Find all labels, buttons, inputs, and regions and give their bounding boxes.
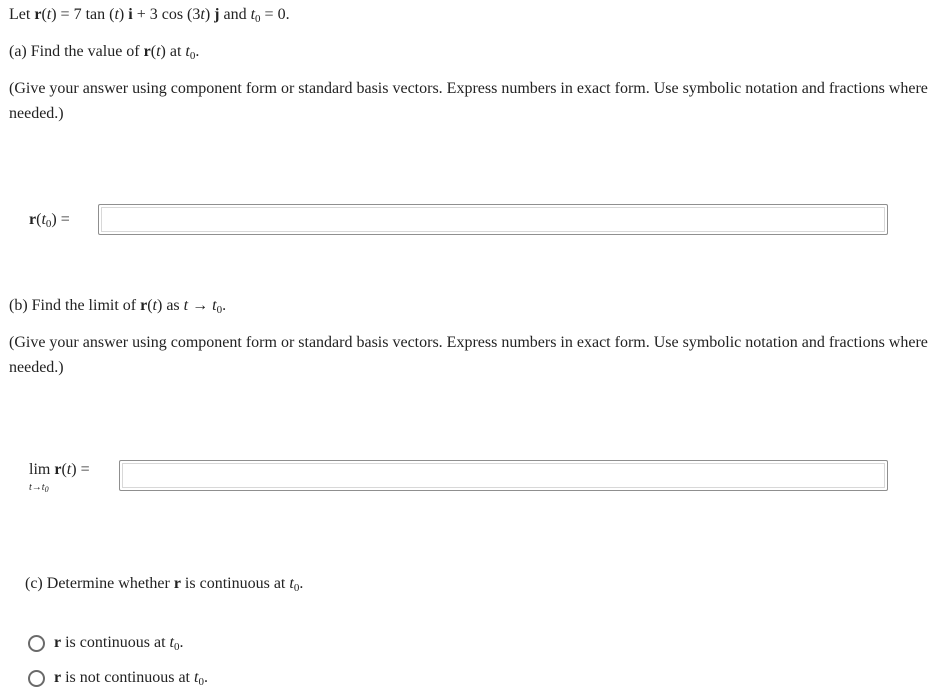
part-c-question [25, 575, 303, 593]
t0-subscript: 0 [198, 676, 204, 688]
t0-base: t [194, 669, 199, 686]
part-b-question: (b) Find the limit of r(t) as $t \to t_0$. [9, 297, 227, 316]
option-not-continuous[interactable] [28, 669, 208, 687]
period: . [299, 575, 304, 592]
lim-word: lim [29, 461, 55, 478]
radio-button-continuous[interactable] [28, 635, 45, 652]
t0-subscript: 0 [293, 582, 300, 594]
equation-part-1: ) = 7 tan ( [51, 6, 115, 23]
t0-subscript: 0 [216, 304, 223, 316]
variable-t: t [152, 297, 157, 314]
vector-r: r [54, 461, 62, 478]
variable-t: t [114, 6, 119, 23]
part-a-question: (a) Find the value of r(t) at $t_0$. [9, 43, 200, 62]
vector-r: r [173, 575, 181, 592]
limit-expression: lim r(t) = [29, 461, 90, 478]
limit-label [29, 461, 119, 497]
vector-r: r [54, 634, 62, 651]
equation-part-3: + 3 cos (3 [132, 6, 201, 23]
vector-r: r [143, 43, 151, 60]
vector-r: r [34, 6, 42, 23]
part-a-answer-label: $r(t_0)$ = [29, 211, 70, 230]
arrow: → [188, 297, 213, 314]
t0-base: t [169, 634, 174, 651]
t0-base: t [41, 211, 46, 228]
period: . [222, 297, 227, 314]
t0-equals: = 0. [260, 6, 290, 23]
problem-statement: Let r(t) = 7 tan (t) i + 3 cos (3t) j and $t_0 = 0$. [9, 6, 290, 25]
t0-base: t [185, 43, 190, 60]
t0-subscript: 0 [174, 641, 180, 653]
radio-button-not-continuous[interactable] [28, 670, 45, 687]
part-c-prefix: (c) Determine whether [25, 575, 174, 592]
t0-base: t [212, 297, 217, 314]
t0-subscript: 0 [189, 50, 196, 62]
unit-vector-i: i [128, 6, 133, 23]
variable-t: t [66, 461, 72, 478]
equals-sign: ) = [71, 461, 90, 478]
option-text: is continuous at [61, 634, 170, 651]
t0-subscript: 0 [45, 218, 52, 230]
part-b-answer-input[interactable] [119, 460, 888, 491]
option-text: is not continuous at [61, 669, 194, 686]
t0-base: t [250, 6, 256, 23]
and-word: and [219, 6, 251, 23]
variable-t: t [46, 6, 52, 23]
variable-t: t [183, 297, 189, 314]
equation-part-4: ) [204, 6, 215, 23]
let-word: Let [9, 6, 31, 23]
variable-t: t [156, 43, 161, 60]
option-not-continuous-label [54, 669, 208, 687]
limit-subscript-text: t→t [29, 482, 45, 493]
part-a-instructions: (Give your answer using component form or standard basis vectors. Express numbers in exact form. Use symbolic notation and fractions where needed.) [9, 80, 928, 122]
part-a-answer-input[interactable] [98, 204, 888, 235]
vector-r: r [29, 211, 37, 228]
option-continuous[interactable] [28, 634, 184, 652]
period: . [195, 43, 200, 60]
t0-subscript: 0 [255, 13, 261, 25]
period: . [179, 634, 184, 651]
t0-base: t [289, 575, 294, 592]
part-a-at: ) at [160, 43, 186, 60]
part-b-prefix: (b) Find the limit of [9, 297, 141, 314]
equals-sign: ) = [51, 211, 70, 228]
vector-r: r [54, 669, 62, 686]
option-continuous-label [54, 634, 184, 652]
part-a-prefix: (a) Find the value of [9, 43, 144, 60]
limit-subscript-zero: 0 [44, 485, 49, 494]
part-c-suffix: is continuous at [180, 575, 290, 592]
equation-part-2: ) [118, 6, 129, 23]
vector-r: r [140, 297, 148, 314]
variable-t: t [200, 6, 205, 23]
part-b-instructions: (Give your answer using component form or standard basis vectors. Express numbers in exact form. Use symbolic notation and fractions where needed.) [9, 334, 928, 376]
part-b-as: ) as [157, 297, 184, 314]
period: . [203, 669, 208, 686]
limit-subscript [29, 482, 49, 493]
unit-vector-j: j [214, 6, 220, 23]
